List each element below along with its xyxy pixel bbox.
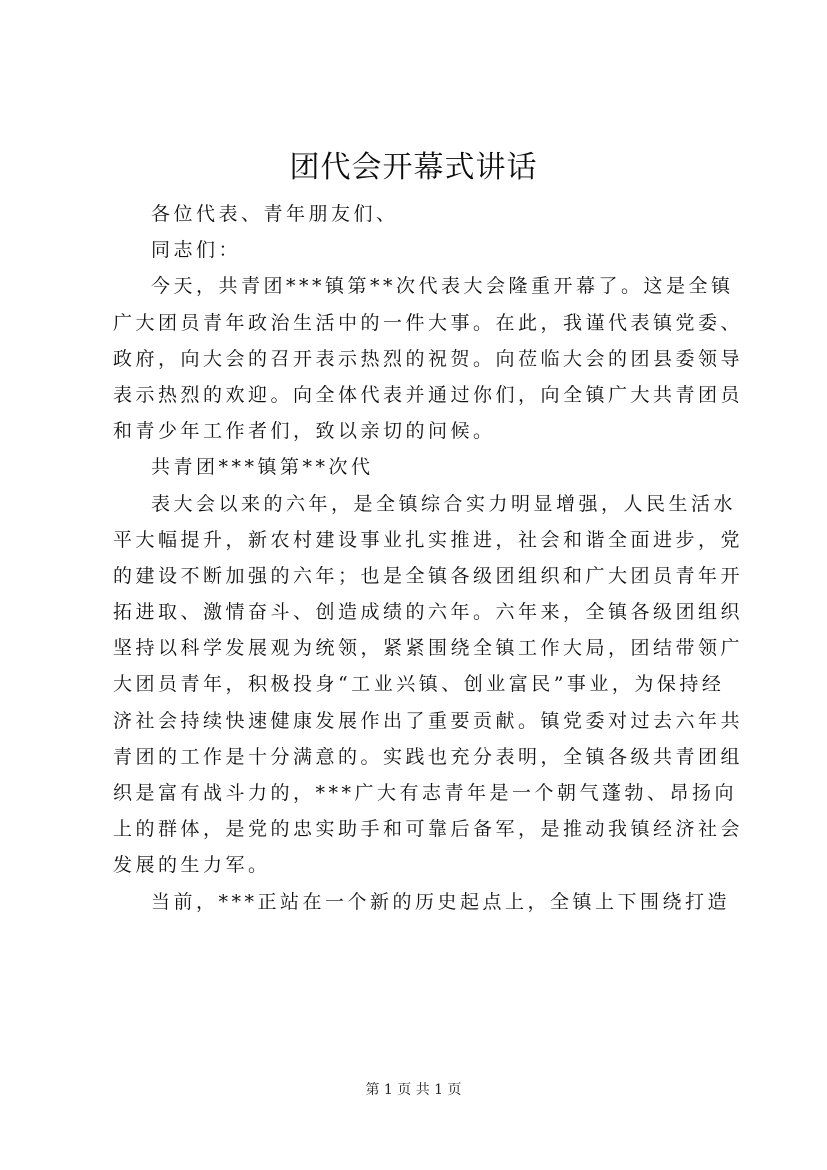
document-body bbox=[113, 196, 744, 920]
document-title: 团代会开幕式讲话 bbox=[289, 150, 538, 185]
paragraph-line: 和青少年工作者们，致以亲切的问候。 bbox=[113, 420, 496, 443]
paragraph-line: 坚持以科学发展观为统领，紧紧围绕全镇工作大局，团结带领广 bbox=[113, 637, 744, 660]
paragraph-line: 织是富有战斗力的，***广大有志青年是一个朝气蓬勃、昂扬向 bbox=[113, 782, 738, 804]
paragraph-line: 青团的工作是十分满意的。实践也充分表明，全镇各级共青团组 bbox=[113, 745, 744, 768]
salutation-line: 各位代表、青年朋友们、 bbox=[151, 203, 399, 225]
paragraph-line: 当前，***正站在一个新的历史起点上，全镇上下围绕打造 bbox=[151, 890, 731, 913]
paragraph-line: 拓进取、激情奋斗、创造成绩的六年。六年来，全镇各级团组织 bbox=[113, 601, 744, 624]
paragraph-line: 广大团员青年政治生活中的一件大事。在此，我谨代表镇党委、 bbox=[113, 311, 744, 334]
paragraph-line: 平大幅提升，新农村建设事业扎实推进，社会和谐全面进步，党 bbox=[113, 528, 744, 551]
paragraph-line: 上的群体，是党的忠实助手和可靠后备军，是推动我镇经济社会 bbox=[113, 818, 744, 841]
paragraph-line: 共青团***镇第**次代 bbox=[151, 456, 374, 479]
salutation-line: 同志们： bbox=[151, 239, 242, 262]
paragraph-line: 的建设不断加强的六年；也是全镇各级团组织和广大团员青年开 bbox=[113, 564, 744, 587]
paragraph-line: 表示热烈的欢迎。向全体代表并通过你们，向全镇广大共青团员 bbox=[113, 383, 744, 406]
page-number-footer: 第 1 页 共 1 页 bbox=[365, 1082, 462, 1098]
paragraph-line: 今天，共青团***镇第**次代表大会隆重开幕了。这是全镇 bbox=[151, 275, 734, 298]
paragraph-line: 济社会持续快速健康发展作出了重要贡献。镇党委对过去六年共 bbox=[113, 709, 744, 732]
paragraph-line: 表大会以来的六年，是全镇综合实力明显增强，人民生活水 bbox=[151, 492, 737, 515]
paragraph-line: 发展的生力军。 bbox=[113, 854, 271, 877]
paragraph-line: 政府，向大会的召开表示热烈的祝贺。向莅临大会的团县委领导 bbox=[113, 347, 744, 370]
paragraph-line: 大团员青年，积极投身“工业兴镇、创业富民”事业，为保持经 bbox=[113, 673, 725, 696]
